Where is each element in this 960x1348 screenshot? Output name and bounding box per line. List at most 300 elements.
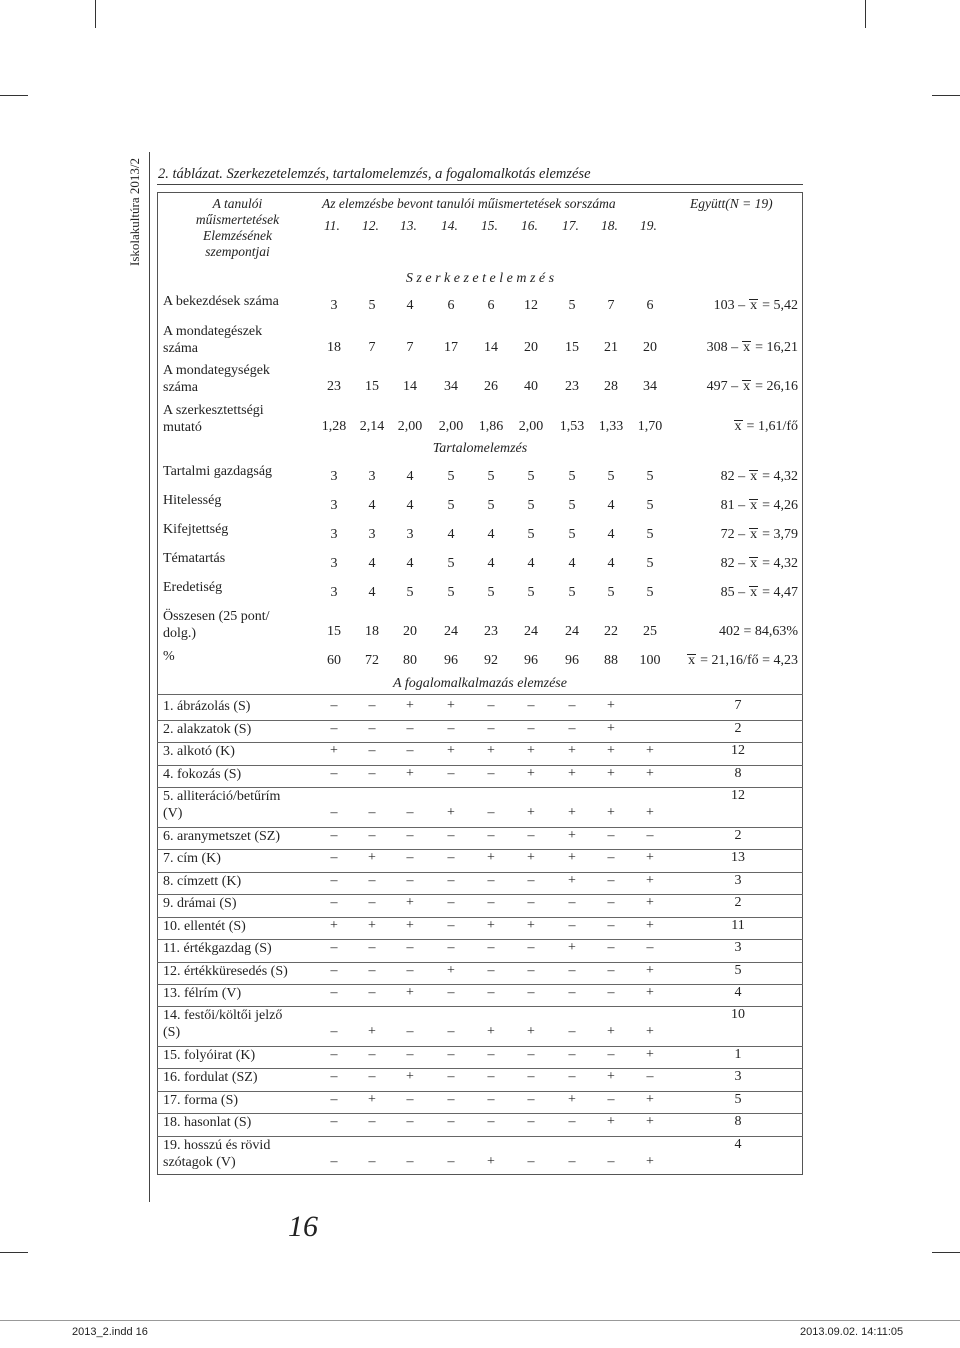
cell-mark: + [368, 850, 376, 865]
cell-mark: + [527, 805, 535, 820]
cell-mark: + [406, 895, 414, 910]
row-rule [157, 694, 803, 695]
total-mean: = 4,47 [762, 585, 798, 600]
cell-mark: – [406, 1047, 414, 1062]
cell-mark: – [447, 895, 455, 910]
total-mean: = 4,26 [762, 498, 798, 513]
cell-value: 2,00 [397, 419, 423, 434]
cell-value: 5 [447, 585, 455, 600]
total-value: 497 – [706, 379, 739, 394]
row-label: 18. hasonlat (S) [163, 1115, 252, 1130]
cell-mark: – [527, 828, 535, 843]
cell-value: 34 [643, 379, 657, 394]
cell-mark: + [487, 1024, 495, 1039]
cell-mark: – [607, 918, 615, 933]
cell-mark: – [568, 895, 576, 910]
cell-value: 5 [447, 469, 455, 484]
total-mean: = 21,16/fő = 4,23 [700, 653, 798, 668]
mean-symbol: x [750, 585, 758, 600]
cell-value: 4 [406, 469, 414, 484]
cell-mark: – [607, 828, 615, 843]
column-number: 16. [521, 218, 538, 233]
cell-value: 15 [365, 379, 379, 394]
cell-mark: – [447, 918, 455, 933]
column-number: 15. [481, 218, 498, 233]
row-total [721, 498, 798, 514]
cell-value: 5 [527, 585, 535, 600]
row-total [721, 585, 798, 601]
cell-value: 1,28 [321, 419, 347, 434]
row-label: mutató [163, 420, 202, 435]
row-total: 2 [734, 895, 742, 910]
cell-mark: – [406, 721, 414, 736]
cell-value: 5 [646, 498, 654, 513]
cell-mark: – [607, 985, 615, 1000]
column-number: 12. [362, 218, 379, 233]
row-total: 5 [734, 963, 742, 978]
cell-mark: + [646, 918, 654, 933]
row-label: száma [163, 380, 198, 395]
cell-value: 5 [527, 527, 535, 542]
cell-value: 1,53 [559, 419, 585, 434]
cell-mark: – [330, 1114, 338, 1129]
cell-mark: – [447, 1024, 455, 1039]
cell-value: 20 [524, 340, 538, 355]
column-group-header: Az elemzésbe bevont tanulói műismertetések sorszáma [322, 196, 616, 211]
cell-mark: + [568, 766, 576, 781]
mean-symbol: x [750, 556, 758, 571]
cell-value: 21 [604, 340, 618, 355]
cell-value: 3 [330, 298, 338, 313]
total-value: 85 – [720, 585, 746, 600]
cell-value: 6 [487, 298, 495, 313]
cell-mark: – [330, 766, 338, 781]
cell-mark: – [447, 1114, 455, 1129]
cell-mark: + [368, 1024, 376, 1039]
cell-mark: – [368, 963, 376, 978]
row-total: 3 [734, 1069, 742, 1084]
cell-value: 5 [527, 498, 535, 513]
row-total: 3 [734, 940, 742, 955]
cell-mark: – [368, 1114, 376, 1129]
cell-value: 3 [406, 527, 414, 542]
total-value: 308 – [706, 340, 739, 355]
cell-mark: + [607, 805, 615, 820]
row-label: (V) [163, 806, 183, 821]
cell-mark: + [646, 1154, 654, 1169]
cell-mark: + [368, 918, 376, 933]
row-header-line: Elemzésének [203, 228, 272, 243]
cell-value: 3 [330, 469, 338, 484]
cell-mark: – [527, 985, 535, 1000]
cell-mark: – [447, 940, 455, 955]
cell-value: 12 [524, 298, 538, 313]
cell-value: 92 [484, 653, 498, 668]
total-value: 72 – [720, 527, 746, 542]
cell-value: 3 [330, 498, 338, 513]
column-number: 11. [324, 218, 340, 233]
cell-mark: + [646, 985, 654, 1000]
cell-mark: – [487, 1069, 495, 1084]
row-total: 12 [731, 743, 745, 758]
side-rule [149, 152, 150, 1202]
cell-value: 23 [484, 624, 498, 639]
row-label: 6. aranymetszet (SZ) [163, 829, 281, 844]
cell-mark: – [368, 985, 376, 1000]
cell-mark: – [568, 985, 576, 1000]
cell-value: 4 [607, 498, 615, 513]
row-total: 5 [734, 1092, 742, 1107]
cell-mark: – [330, 805, 338, 820]
row-header-line: A tanulói [212, 196, 263, 211]
cell-value: 1,33 [598, 419, 624, 434]
cell-mark: – [487, 828, 495, 843]
cell-value: 4 [487, 556, 495, 571]
cell-mark: – [447, 873, 455, 888]
cell-mark: + [646, 850, 654, 865]
total-mean: = 26,16 [755, 379, 798, 394]
row-label: 7. cím (K) [163, 851, 221, 866]
cell-mark: – [368, 895, 376, 910]
cell-value: 5 [568, 498, 576, 513]
cell-value: 23 [327, 379, 341, 394]
column-number: 17. [562, 218, 579, 233]
cell-mark: + [568, 873, 576, 888]
cell-mark: – [447, 828, 455, 843]
row-label: 4. fokozás (S) [163, 767, 242, 782]
mean-symbol: x [750, 527, 758, 542]
cell-mark: + [607, 1069, 615, 1084]
cell-value: 4 [368, 556, 376, 571]
cell-mark: – [487, 985, 495, 1000]
crop-mark [0, 95, 28, 96]
cell-value: 3 [330, 585, 338, 600]
cell-value: 15 [565, 340, 579, 355]
cell-mark: – [487, 805, 495, 820]
caption-rule [157, 184, 803, 185]
row-total [721, 469, 798, 485]
cell-mark: – [406, 828, 414, 843]
cell-mark: + [527, 743, 535, 758]
cell-mark: – [487, 766, 495, 781]
cell-mark: – [568, 721, 576, 736]
column-number: 19. [640, 218, 657, 233]
table-caption: 2. táblázat. Szerkezetelemzés, tartalomelemzés, a fogalomalkotás elemzése [158, 166, 591, 182]
mean-symbol: x [750, 469, 758, 484]
cell-mark: + [487, 918, 495, 933]
cell-value: 4 [368, 585, 376, 600]
cell-value: 3 [368, 527, 376, 542]
cell-mark: + [527, 766, 535, 781]
cell-value: 4 [487, 527, 495, 542]
mean-symbol: x [743, 379, 751, 394]
cell-mark: + [406, 918, 414, 933]
cell-value: 26 [484, 379, 498, 394]
cell-value: 2,14 [359, 419, 385, 434]
row-total [683, 653, 798, 669]
row-label: Hitelesség [163, 493, 222, 508]
crop-mark [865, 0, 866, 28]
row-label: A mondategészek [163, 324, 263, 339]
cell-value: 60 [327, 653, 341, 668]
cell-mark: – [607, 873, 615, 888]
cell-mark: – [406, 873, 414, 888]
row-label: Eredetiség [163, 580, 223, 595]
total-value: 82 – [720, 556, 746, 571]
cell-mark: – [568, 1024, 576, 1039]
row-total: 8 [734, 766, 742, 781]
row-total [707, 340, 798, 356]
cell-value: 24 [444, 624, 458, 639]
cell-mark: – [368, 698, 376, 713]
cell-value: 18 [365, 624, 379, 639]
cell-mark: – [607, 895, 615, 910]
cell-mark: – [527, 895, 535, 910]
row-label: szótagok (V) [163, 1155, 236, 1170]
footer-file: 2013_2.indd 16 [72, 1326, 148, 1338]
row-label: 16. fordulat (SZ) [163, 1070, 258, 1085]
crop-mark [932, 1252, 960, 1253]
cell-value: 40 [524, 379, 538, 394]
cell-mark: – [447, 721, 455, 736]
cell-mark: + [646, 1114, 654, 1129]
section-header-structure: S z e r k e z e t e l e m z é s [405, 271, 555, 286]
row-total: 3 [734, 873, 742, 888]
cell-value: 96 [444, 653, 458, 668]
cell-value: 5 [568, 469, 576, 484]
cell-mark: – [330, 873, 338, 888]
cell-mark: – [330, 1092, 338, 1107]
cell-mark: – [568, 963, 576, 978]
row-label: 5. alliteráció/betűrím [163, 789, 281, 804]
row-label: 11. értékgazdag (S) [163, 941, 272, 956]
cell-value: 5 [487, 585, 495, 600]
cell-mark: + [447, 805, 455, 820]
cell-mark: – [330, 1047, 338, 1062]
cell-mark: – [330, 895, 338, 910]
row-label: 17. forma (S) [163, 1093, 239, 1108]
cell-value: 28 [604, 379, 618, 394]
cell-mark: – [406, 940, 414, 955]
row-label: 3. alkotó (K) [163, 744, 235, 759]
row-label: 13. félrím (V) [163, 986, 242, 1001]
row-label: (S) [163, 1025, 181, 1040]
cell-value: 6 [447, 298, 455, 313]
cell-value: 5 [527, 469, 535, 484]
cell-mark: – [568, 918, 576, 933]
cell-mark: + [487, 743, 495, 758]
cell-value: 88 [604, 653, 618, 668]
cell-value: 20 [643, 340, 657, 355]
footer-rule [0, 1320, 960, 1321]
cell-mark: – [568, 698, 576, 713]
row-total [714, 298, 798, 314]
row-total [719, 624, 798, 640]
cell-mark: – [368, 766, 376, 781]
crop-mark [932, 95, 960, 96]
cell-mark: + [646, 1092, 654, 1107]
cell-mark: – [527, 963, 535, 978]
cell-value: 5 [568, 585, 576, 600]
cell-mark: + [447, 963, 455, 978]
cell-value: 7 [406, 340, 414, 355]
cell-value: 25 [643, 624, 657, 639]
column-number: 18. [601, 218, 618, 233]
cell-mark: – [487, 873, 495, 888]
footer-timestamp: 2013.09.02. 14:11:05 [800, 1326, 904, 1338]
mean-symbol: x [688, 653, 696, 668]
cell-mark: – [368, 1069, 376, 1084]
row-label: 14. festői/költői jelző [163, 1008, 283, 1023]
cell-mark: + [447, 743, 455, 758]
cell-mark: – [527, 721, 535, 736]
cell-value: 4 [607, 556, 615, 571]
cell-mark: – [568, 1154, 576, 1169]
row-total [707, 379, 798, 395]
cell-value: 34 [444, 379, 458, 394]
cell-mark: – [330, 985, 338, 1000]
row-total: 12 [731, 788, 745, 803]
row-label: 9. drámai (S) [163, 896, 237, 911]
cell-value: 5 [646, 527, 654, 542]
cell-mark: + [447, 698, 455, 713]
cell-mark: + [646, 766, 654, 781]
row-label: A szerkesztettségi [163, 403, 264, 418]
total-value: 402 = 84,63% [718, 624, 798, 639]
cell-value: 2,00 [518, 419, 544, 434]
cell-value: 18 [327, 340, 341, 355]
cell-mark: – [568, 1047, 576, 1062]
row-total: 4 [734, 1137, 742, 1152]
cell-mark: – [406, 1024, 414, 1039]
cell-mark: – [568, 1069, 576, 1084]
cell-mark: – [368, 873, 376, 888]
cell-mark: – [607, 1092, 615, 1107]
row-label: dolg.) [163, 626, 197, 641]
cell-mark: – [527, 698, 535, 713]
row-total [721, 556, 798, 572]
cell-mark: – [487, 1114, 495, 1129]
cell-mark: – [330, 698, 338, 713]
cell-value: 5 [487, 469, 495, 484]
cell-mark: – [447, 1069, 455, 1084]
cell-value: 4 [527, 556, 535, 571]
row-label: % [163, 649, 175, 664]
cell-mark: – [447, 985, 455, 1000]
cell-value: 23 [565, 379, 579, 394]
cell-value: 7 [368, 340, 376, 355]
cell-mark: – [406, 1114, 414, 1129]
cell-value: 5 [646, 585, 654, 600]
cell-mark: + [527, 850, 535, 865]
cell-mark: – [368, 828, 376, 843]
cell-value: 20 [403, 624, 417, 639]
cell-value: 14 [403, 379, 417, 394]
cell-value: 5 [447, 556, 455, 571]
row-header-line: műismertetések [195, 212, 280, 227]
column-number: 14. [441, 218, 458, 233]
cell-value: 5 [447, 498, 455, 513]
cell-mark: + [330, 918, 338, 933]
cell-value: 96 [565, 653, 579, 668]
total-value: 81 – [720, 498, 746, 513]
cell-value: 5 [607, 469, 615, 484]
cell-value: 14 [484, 340, 498, 355]
cell-mark: – [447, 1092, 455, 1107]
cell-mark: – [527, 940, 535, 955]
cell-value: 22 [604, 624, 618, 639]
cell-value: 4 [406, 498, 414, 513]
cell-mark: – [406, 1092, 414, 1107]
cell-mark: + [568, 1092, 576, 1107]
cell-mark: – [368, 1047, 376, 1062]
crop-mark [95, 0, 96, 28]
cell-mark: – [487, 895, 495, 910]
cell-value: 5 [646, 469, 654, 484]
row-total: 1 [734, 1047, 742, 1062]
cell-mark: + [568, 828, 576, 843]
cell-mark: + [406, 985, 414, 1000]
cell-value: 15 [327, 624, 341, 639]
cell-mark: – [330, 963, 338, 978]
total-mean: = 1,61/fő [746, 419, 798, 434]
cell-mark: – [447, 850, 455, 865]
cell-mark: + [527, 918, 535, 933]
cell-value: 5 [406, 585, 414, 600]
total-mean: = 5,42 [762, 298, 798, 313]
row-label: 1. ábrázolás (S) [163, 699, 251, 714]
cell-value: 4 [368, 498, 376, 513]
mean-symbol: x [750, 498, 758, 513]
cell-mark: + [646, 963, 654, 978]
cell-value: 4 [406, 556, 414, 571]
total-mean: = 3,79 [762, 527, 798, 542]
cell-mark: – [368, 721, 376, 736]
cell-mark: – [607, 940, 615, 955]
row-label: Tématartás [163, 551, 226, 566]
cell-mark: – [406, 805, 414, 820]
cell-mark: + [406, 1069, 414, 1084]
cell-value: 5 [607, 585, 615, 600]
cell-value: 7 [607, 298, 615, 313]
column-number: 13. [400, 218, 417, 233]
cell-mark: + [607, 698, 615, 713]
cell-mark: – [330, 1024, 338, 1039]
cell-mark: + [607, 766, 615, 781]
total-mean: = 16,21 [755, 340, 798, 355]
cell-mark: + [607, 743, 615, 758]
cell-value: 5 [368, 298, 376, 313]
row-label: A mondategységek [163, 363, 270, 378]
row-label: Tartalmi gazdagság [163, 464, 273, 479]
cell-mark: – [646, 1069, 654, 1084]
cell-mark: + [487, 850, 495, 865]
cell-mark: + [607, 721, 615, 736]
row-total: 10 [731, 1007, 745, 1022]
row-label: 19. hosszú és rövid [163, 1138, 271, 1153]
cell-mark: – [447, 766, 455, 781]
total-mean: = 4,32 [762, 469, 798, 484]
cell-mark: – [406, 1154, 414, 1169]
cell-mark: + [646, 895, 654, 910]
cell-mark: + [646, 743, 654, 758]
mean-symbol: x [750, 298, 758, 313]
cell-value: 5 [568, 298, 576, 313]
cell-mark: – [330, 940, 338, 955]
row-total [730, 419, 798, 435]
cell-value: 3 [368, 469, 376, 484]
cell-mark: + [330, 743, 338, 758]
